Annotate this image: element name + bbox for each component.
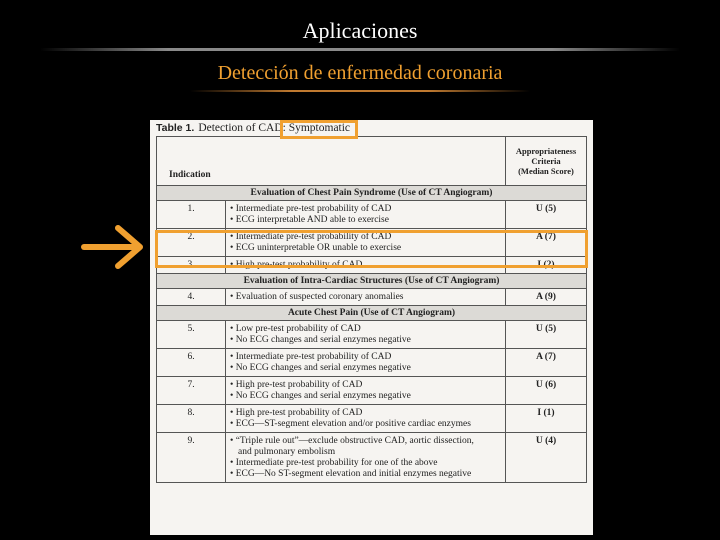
indication-line: • Intermediate pre-test probability of CAD [230,352,392,362]
indication-line: • Low pre-test probability of CAD [230,324,361,334]
slide-subtitle: Detección de enfermedad coronaria [217,62,503,84]
row-number: 1. [157,201,226,229]
table-title: Detection of CAD: Symptomatic [198,122,351,134]
table-header-row [157,137,587,186]
arrow-right-icon [80,222,150,272]
indication-cell [226,377,506,405]
indication-line: • ECG interpretable AND able to exercise [230,215,389,225]
appropriateness-score: U (4) [506,433,587,483]
indication-cell [226,349,506,377]
appropriateness-score: I (2) [506,257,587,274]
subtitle-underline [190,90,530,92]
criteria-table [156,136,587,483]
symptomatic-highlight-box [280,120,358,139]
appropriateness-score: I (1) [506,405,587,433]
row-number: 5. [157,321,226,349]
row-number: 6. [157,349,226,377]
section-header-row [157,274,587,289]
title-divider [40,48,680,51]
indication-cell [226,433,506,483]
indication-line: • ECG—ST-segment elevation and/or positive cardiac enzymes [230,419,471,429]
table-row [157,405,587,433]
indication-line: • High pre-test probability of CAD [230,408,363,418]
section-heading: Evaluation of Intra-Cardiac Structures (Use of CT Angiogram) [157,274,587,289]
indication-line: and pulmonary embolism [238,447,336,457]
table-document [150,120,593,535]
indication-cell [226,321,506,349]
table-row [157,377,587,405]
indication-line: • High pre-test probability of CAD [230,260,363,270]
indication-line: • “Triple rule out”—exclude obstructive CAD, aortic dissection, [230,436,474,446]
table-row [157,201,587,229]
table-row [157,289,587,306]
indication-line: • No ECG changes and serial enzymes negative [230,335,411,345]
row-number: 8. [157,405,226,433]
section-header-row [157,306,587,321]
appropriateness-score: U (5) [506,321,587,349]
row-number: 3. [157,257,226,274]
appropriateness-score: U (6) [506,377,587,405]
indication-cell [226,289,506,306]
indication-cell [226,201,506,229]
indication-line: • ECG uninterpretable OR unable to exercise [230,243,402,253]
row-2-highlight-box [155,230,588,268]
slide-title: Aplicaciones [302,18,418,43]
appropriateness-score: A (9) [506,289,587,306]
table-row [157,433,587,483]
indication-line: • No ECG changes and serial enzymes negative [230,391,411,401]
appropriateness-score: A (7) [506,349,587,377]
row-number: 4. [157,289,226,306]
column-header-appropriateness: Appropriateness Criteria (Median Score) [506,137,587,186]
indication-line: • Intermediate pre-test probability of CAD [230,232,392,242]
column-header-indication: Indication [157,137,506,186]
indication-cell [226,405,506,433]
section-header-row [157,186,587,201]
appropriateness-score: A (7) [506,229,587,257]
appropriateness-score: U (5) [506,201,587,229]
indication-line: • No ECG changes and serial enzymes negative [230,363,411,373]
table-row [157,349,587,377]
section-heading: Acute Chest Pain (Use of CT Angiogram) [157,306,587,321]
row-number: 2. [157,229,226,257]
indication-line: • High pre-test probability of CAD [230,380,363,390]
indication-line: • Intermediate pre-test probability of CAD [230,204,392,214]
indication-line: • Intermediate pre-test probability for one of the above [230,458,438,468]
table-label: Table 1. [156,122,195,134]
indication-line: • Evaluation of suspected coronary anomalies [230,292,404,302]
indication-line: • ECG—No ST-segment elevation and initial enzymes negative [230,469,472,479]
row-number: 7. [157,377,226,405]
section-heading: Evaluation of Chest Pain Syndrome (Use of CT Angiogram) [157,186,587,201]
table-row [157,321,587,349]
row-number: 9. [157,433,226,483]
